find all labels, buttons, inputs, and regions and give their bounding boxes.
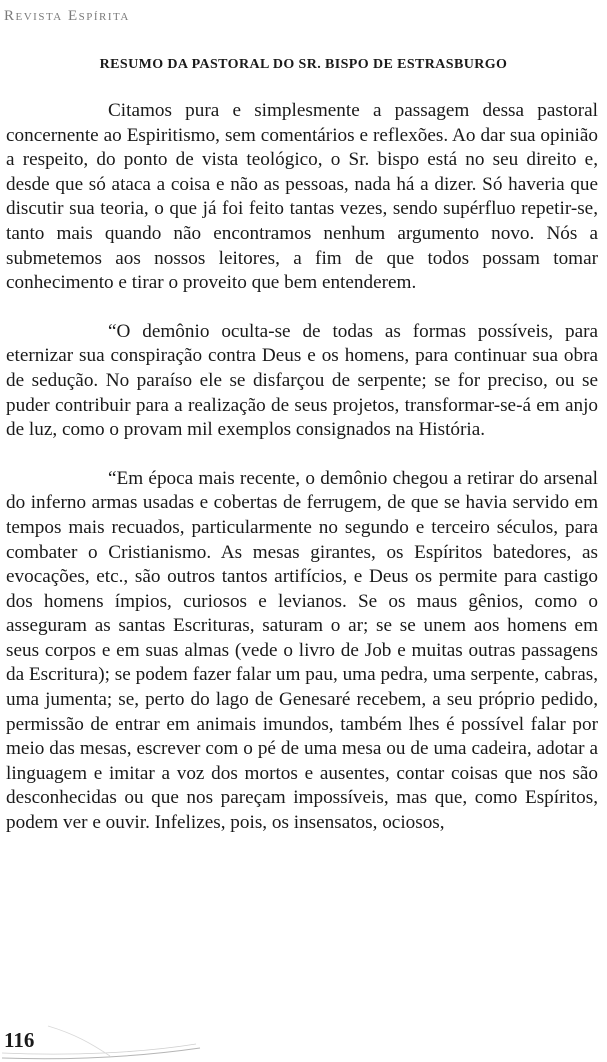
article-title: RESUMO DA PASTORAL DO SR. BISPO DE ESTRASBURGO: [99, 57, 508, 72]
page-number: 116: [4, 1028, 35, 1052]
running-head: Revista Espírita: [4, 8, 130, 24]
paragraph: “O demônio oculta-se de todas as formas possíveis, para eternizar sua conspiração contra Deus e os homens, para continuar sua obra de sedução. No paraíso ele se disfarçou de serpente; se for preciso, ou se puder contribuir para a realização de seus projetos, transformar-se-á em anjo de luz, como o provam mil exemplos consignados na História.: [6, 320, 598, 441]
article-body: [6, 99, 598, 836]
paragraph: “Em época mais recente, o demônio chegou a retirar do arsenal do inferno armas usadas e cobertas de ferrugem, de que se havia servido em tempos mais recuados, particularmente no segundo e terceiro séculos, para combater o Cristianismo. As mesas girantes, os Espíritos batedores, as evocações, etc., são outros tantos artifícios, e Deus os permite para castigo dos homens ímpios, curiosos e levianos. Se os maus gênios, como o asseguram as santas Escrituras, saturam o ar; se se unem aos homens em seus corpos e em suas almas (vede o livro de Job e muitas outras passagens da Escritura); se podem fazer falar um pau, uma pedra, uma serpente, cabras, uma jumenta; se, perto do lago de Genesaré recebem, a seu próprio pedido, permissão de entrar em animais imundos, também lhes é possível falar por meio das mesas, escrever com o pé de uma mesa ou de uma cadeira, adotar a linguagem e imitar a voz dos mortos e ausentes, contar coisas que nos são desconhecidas ou que nos pareçam impossíveis, mas que, como Espíritos, podem ver e ouvir. Infelizes, pois, os insensatos, ociosos,: [6, 467, 598, 834]
paragraph: Citamos pura e simplesmente a passagem dessa pastoral concernente ao Espiritismo, sem comentários e reflexões. Ao dar sua opinião a respeito, do ponto de vista teológico, o Sr. bispo está no seu direito e, desde que só ataca a coisa e não as pessoas, nada há a dizer. Só haveria que discutir sua teoria, o que já foi feito tantas vezes, sendo supérfluo repetir-se, tanto mais quando não encontramos nenhum argumento novo. Nós a submetemos aos nossos leitores, a fim de que todos possam tomar conhecimento e tirar o proveito que bem entenderem.: [6, 100, 598, 294]
